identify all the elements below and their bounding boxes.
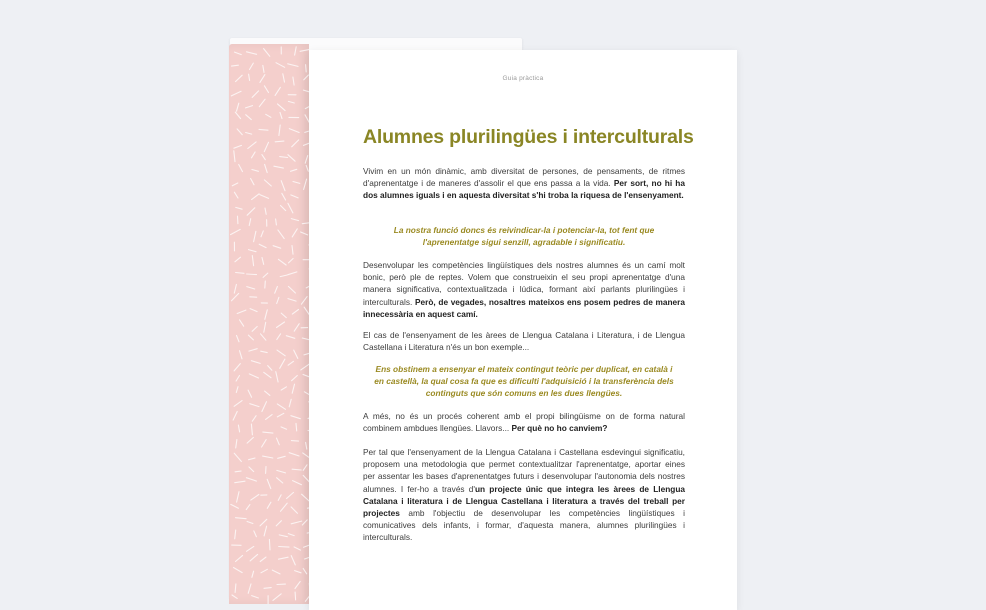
confetti-dash xyxy=(252,152,256,158)
confetti-dash xyxy=(264,526,267,536)
confetti-dash xyxy=(266,415,273,420)
confetti-dash xyxy=(250,309,257,312)
confetti-dash xyxy=(234,568,243,573)
confetti-dash xyxy=(248,142,256,149)
confetti-dash xyxy=(275,287,278,294)
paragraph-methodology: Per tal que l'ensenyament de la Llengua Catalana i Castellana esdevingui significatiu, proposem una metodologia que permet contextualitzar l'aprenentatge, aportar eines per assentar les bases d'aprenentatges futurs i desenvolupar l'autonomia dels nostres alumnes. I fer-ho a través d'un projecte únic que integra les àrees de Llengua Catalana i literatura i de Llengua Castellana i literatura a través del treball per projectes amb l'objectiu de desenvolupar les competències lingüístiques i comunicatives dels infants, i formar, d'aquesta manera, alumnes plurilingües i interculturals. xyxy=(363,446,685,544)
confetti-dash xyxy=(306,65,307,72)
confetti-dash xyxy=(249,250,257,252)
confetti-dash xyxy=(246,115,252,120)
confetti-dash xyxy=(289,399,291,407)
confetti-dash xyxy=(277,297,279,303)
confetti-dash xyxy=(261,334,266,340)
confetti-dash xyxy=(235,257,241,262)
confetti-dash xyxy=(269,539,270,550)
confetti-dash xyxy=(280,157,288,158)
confetti-dash xyxy=(249,219,251,226)
confetti-dash xyxy=(281,313,286,318)
confetti-dash xyxy=(302,338,309,340)
confetti-dash xyxy=(236,387,238,393)
confetti-dash xyxy=(276,372,278,382)
confetti-dash xyxy=(234,401,242,407)
confetti-dash xyxy=(288,361,293,365)
confetti-dash xyxy=(247,546,254,551)
confetti-dash xyxy=(239,165,243,172)
confetti-dash xyxy=(240,351,243,359)
confetti-dash xyxy=(288,286,295,293)
confetti-dash xyxy=(288,299,296,302)
confetti-dash xyxy=(273,246,281,249)
confetti-dash xyxy=(288,155,295,162)
confetti-dash xyxy=(273,594,281,601)
paragraph-bilingualism: A més, no és un procés coherent amb el propi bilingüisme on de forma natural combinem ambdues llengües. Llavors... Per què no ho canviem? xyxy=(363,410,685,434)
confetti-dash xyxy=(263,432,273,433)
confetti-dash xyxy=(249,74,250,80)
confetti-dash xyxy=(302,494,309,501)
confetti-dash xyxy=(237,310,246,313)
confetti-dash xyxy=(260,195,269,199)
confetti-dash xyxy=(259,129,268,130)
confetti-dash xyxy=(232,183,238,186)
confetti-dash xyxy=(264,322,266,332)
confetti-dash xyxy=(264,588,271,589)
confetti-dash xyxy=(294,324,299,332)
confetti-dash xyxy=(235,52,242,55)
confetti-dash xyxy=(249,349,257,351)
confetti-dash xyxy=(247,287,255,289)
confetti-dash xyxy=(282,193,286,200)
confetti-dash xyxy=(304,75,309,80)
confetti-dash xyxy=(254,531,257,537)
confetti-dash xyxy=(264,180,271,186)
confetti-dash xyxy=(280,275,287,277)
confetti-dash xyxy=(281,503,288,511)
confetti-dash xyxy=(306,442,307,449)
document-page xyxy=(309,50,737,610)
confetti-dash xyxy=(234,151,235,162)
confetti-dash xyxy=(234,453,241,461)
confetti-dash xyxy=(288,272,297,275)
confetti-dash xyxy=(265,391,270,395)
confetti-dash xyxy=(275,141,284,142)
confetti-dash xyxy=(235,481,245,483)
confetti-dash xyxy=(291,556,295,565)
confetti-dash xyxy=(291,219,298,221)
confetti-dash xyxy=(262,258,264,265)
paragraph-competencies-bold: Però, de vegades, nosaltres mateixos ens posem pedres de manera innecessària en aquest camí. xyxy=(363,297,685,319)
confetti-dash xyxy=(281,206,286,211)
pink-patterned-cover xyxy=(229,44,309,604)
confetti-dash xyxy=(277,322,285,328)
confetti-dash xyxy=(262,402,267,412)
confetti-dash xyxy=(281,181,285,191)
confetti-dash xyxy=(294,350,298,358)
confetti-dash xyxy=(262,440,267,447)
confetti-dash xyxy=(252,194,260,200)
confetti-dash xyxy=(303,453,309,457)
confetti-dash xyxy=(276,63,285,68)
page-title: Alumnes plurilingües i interculturals xyxy=(363,126,693,149)
confetti-dash xyxy=(249,458,255,460)
confetti-dash xyxy=(260,75,265,83)
confetti-dash xyxy=(235,471,241,472)
confetti-dash xyxy=(288,203,293,213)
confetti-dash xyxy=(292,140,299,147)
confetti-dash xyxy=(264,86,268,93)
confetti-dash xyxy=(301,364,309,370)
confetti-dash xyxy=(249,467,254,472)
confetti-dash xyxy=(287,492,294,498)
confetti-dash xyxy=(247,52,257,55)
confetti-dash xyxy=(277,404,285,409)
confetti-dash xyxy=(267,502,271,508)
confetti-dash xyxy=(248,335,253,340)
confetti-dash xyxy=(301,297,307,305)
confetti-dash xyxy=(234,284,236,293)
confetti-dash xyxy=(306,165,308,171)
paragraph-intro: Vivim en un món dinàmic, amb diversitat de persones, de pensaments, de ritmes d'aprenentatge i de maneres d'assolir el que ens passa a la vida. Per sort, no hi ha dos alumnes iguals i en aquesta diversitat s'hi troba la riquesa de l'ensenyament. xyxy=(363,165,685,202)
paragraph-methodology-bold: un projecte únic que integra les àrees de Llengua Catalana i literatura i de Llengua Castellana i literatura a través del treball per projectes xyxy=(363,484,685,518)
confetti-dash xyxy=(234,192,238,198)
confetti-dash xyxy=(233,412,237,421)
confetti-dash xyxy=(252,91,258,98)
confetti-dash xyxy=(272,570,280,574)
confetti-dash xyxy=(247,437,253,443)
confetti-dash xyxy=(263,456,273,458)
confetti-dash xyxy=(278,495,281,501)
confetti-dash xyxy=(295,47,297,55)
confetti-dash xyxy=(259,99,265,107)
confetti-dash xyxy=(250,404,259,407)
confetti-dash xyxy=(246,505,250,510)
paragraph-competencies: Desenvolupar les competències lingüístiques dels nostres alumnes és un camí molt bonic, però ple de reptes. Volem que construeixin el seu propi aprenentatge d'una manera significativa, contextualitzada i lúdica, formant així parlants plurilingües i interculturals. Però, de vegades, nosaltres mateixos ens posem pedres de manera innecessària en aquest camí. xyxy=(363,259,685,320)
confetti-dash xyxy=(264,372,271,377)
confetti-dash xyxy=(292,469,301,470)
confetti-dash xyxy=(247,274,257,275)
confetti-dash xyxy=(279,125,280,136)
confetti-dash xyxy=(267,479,271,488)
confetti-dash xyxy=(301,232,308,235)
confetti-dash xyxy=(263,65,264,72)
confetti-dash xyxy=(262,155,265,160)
confetti-dash xyxy=(276,521,281,526)
confetti-dash xyxy=(247,208,255,215)
confetti-dash xyxy=(292,229,297,237)
confetti-dash xyxy=(281,387,286,390)
confetti-dash xyxy=(276,219,277,225)
confetti-dash xyxy=(254,231,256,241)
confetti-dash xyxy=(278,230,284,239)
confetti-dash xyxy=(275,87,280,95)
confetti-dash xyxy=(295,581,300,588)
confetti-dash xyxy=(251,424,252,435)
confetti-dash xyxy=(302,520,307,525)
confetti-dash xyxy=(232,65,239,66)
confetti-dash xyxy=(288,101,294,103)
confetti-dash xyxy=(247,522,253,524)
confetti-dash xyxy=(251,495,259,501)
confetti-dash xyxy=(252,596,259,598)
confetti-dash xyxy=(236,440,237,448)
confetti-dash xyxy=(237,492,239,502)
confetti-dash xyxy=(280,359,285,368)
confetti-dash xyxy=(251,361,260,364)
confetti-dash xyxy=(265,310,268,320)
confetti-dash xyxy=(295,571,301,573)
confetti-dash xyxy=(277,350,285,356)
confetti-dash xyxy=(279,557,289,559)
confetti-dash xyxy=(291,195,298,198)
paragraph-example: El cas de l'ensenyament de les àrees de Llengua Catalana i Literatura, i de Llengua Castellana i Literatura n'és un bon exemple... xyxy=(363,329,685,353)
confetti-dash xyxy=(260,557,266,561)
confetti-dash xyxy=(266,114,271,117)
confetti-dash xyxy=(251,179,254,185)
confetti-dash xyxy=(236,555,243,561)
confetti-dash xyxy=(305,156,308,164)
confetti-dash xyxy=(265,164,268,172)
confetti-dash xyxy=(261,569,268,573)
confetti-dash xyxy=(237,336,240,342)
confetti-dash xyxy=(236,518,247,519)
confetti-dash xyxy=(292,384,294,393)
confetti-dash xyxy=(234,145,242,148)
confetti-dash xyxy=(291,521,302,524)
confetti-dash xyxy=(303,569,307,574)
confetti-dash xyxy=(278,456,286,458)
confetti-dash xyxy=(235,112,240,119)
confetti-dash xyxy=(252,256,253,266)
confetti-dash xyxy=(236,376,239,382)
confetti-dash xyxy=(237,129,242,135)
confetti-dash xyxy=(234,364,240,371)
confetti-dash xyxy=(260,519,267,526)
confetti-dash xyxy=(238,425,239,432)
confetti-dash xyxy=(252,170,259,172)
confetti-dash xyxy=(281,427,287,429)
confetti-dash xyxy=(250,554,258,561)
confetti-dash xyxy=(291,416,300,419)
confetti-dash xyxy=(280,112,282,118)
confetti-dash xyxy=(291,507,297,513)
confetti-dash xyxy=(291,441,298,442)
confetti-dash xyxy=(278,259,286,265)
paragraph-bilingualism-bold: Per què no ho canviem? xyxy=(512,423,608,433)
confetti-dash xyxy=(302,222,309,223)
confetti-dash xyxy=(294,547,301,550)
confetti-dash xyxy=(235,530,236,539)
paragraph-intro-bold: Per sort, no hi ha dos alumnes iguals i en aquesta diversitat s'hi troba la riquesa de l'ensenyament. xyxy=(363,178,685,200)
confetti-dash xyxy=(252,571,254,577)
confetti-dash xyxy=(291,169,297,171)
confetti-dash xyxy=(231,229,241,234)
highlight-quote-2: Ens obstinem a ensenyar el mateix contingut teòric per duplicat, en català i en castellà, la qual cosa fa que es dificulti l'adquisició i la transferència dels continguts que són comuns en les dues llengües. xyxy=(373,363,675,400)
confetti-dash xyxy=(300,49,309,51)
confetti-dash xyxy=(286,336,295,339)
confetti-dash xyxy=(235,584,236,593)
confetti-dash xyxy=(237,103,239,111)
confetti-dash xyxy=(289,129,299,133)
confetti-dash xyxy=(259,244,266,247)
confetti-dash xyxy=(278,104,286,111)
confetti-dash xyxy=(250,63,254,69)
confetti-dash xyxy=(292,376,298,381)
confetti-dash xyxy=(303,465,307,471)
confetti-dash xyxy=(292,246,293,255)
confetti-dash xyxy=(289,259,294,263)
confetti-dash xyxy=(252,327,257,332)
confetti-dash xyxy=(249,374,258,378)
confetti-dash xyxy=(293,481,302,485)
running-header: Guia pràctica xyxy=(309,75,737,82)
confetti-dash xyxy=(246,106,253,108)
confetti-dash xyxy=(261,351,268,352)
confetti-pattern xyxy=(229,44,309,604)
confetti-dash xyxy=(288,64,298,67)
confetti-dash xyxy=(292,310,298,315)
confetti-dash xyxy=(231,504,239,508)
confetti-dash xyxy=(236,273,244,274)
confetti-dash xyxy=(295,592,296,600)
highlight-quote-1: La nostra funció doncs és reivindicar-la i potenciar-la, tot fent que l'aprenentatge sigui senzill, agradable i significatiu. xyxy=(373,224,675,248)
confetti-dash xyxy=(288,534,294,536)
confetti-dash xyxy=(231,91,241,96)
confetti-dash xyxy=(293,182,300,184)
confetti-dash xyxy=(304,179,307,189)
confetti-dash xyxy=(277,438,280,445)
confetti-dash xyxy=(274,166,284,168)
confetti-dash xyxy=(268,366,272,371)
confetti-dash xyxy=(246,478,256,481)
confetti-dash xyxy=(240,320,244,326)
confetti-dash xyxy=(261,231,263,237)
confetti-dash xyxy=(252,416,256,422)
confetti-dash xyxy=(246,133,252,135)
confetti-dash xyxy=(236,207,242,209)
confetti-dash xyxy=(232,595,237,598)
confetti-dash xyxy=(232,293,239,300)
confetti-dash xyxy=(289,453,299,456)
confetti-dash xyxy=(279,547,289,548)
confetti-dash xyxy=(236,75,243,81)
confetti-dash xyxy=(265,281,266,288)
confetti-dash xyxy=(279,535,287,537)
confetti-dash xyxy=(277,334,281,340)
confetti-dash xyxy=(263,273,268,277)
confetti-dash xyxy=(277,470,286,473)
confetti-dash xyxy=(248,390,252,397)
confetti-dash xyxy=(277,413,284,417)
confetti-dash xyxy=(248,584,251,593)
confetti-dash xyxy=(264,49,270,57)
confetti-dash xyxy=(265,208,266,214)
confetti-dash xyxy=(296,423,297,431)
confetti-dash xyxy=(283,74,285,82)
confetti-dash xyxy=(264,142,268,151)
confetti-dash xyxy=(277,478,283,483)
confetti-dash xyxy=(293,77,294,85)
